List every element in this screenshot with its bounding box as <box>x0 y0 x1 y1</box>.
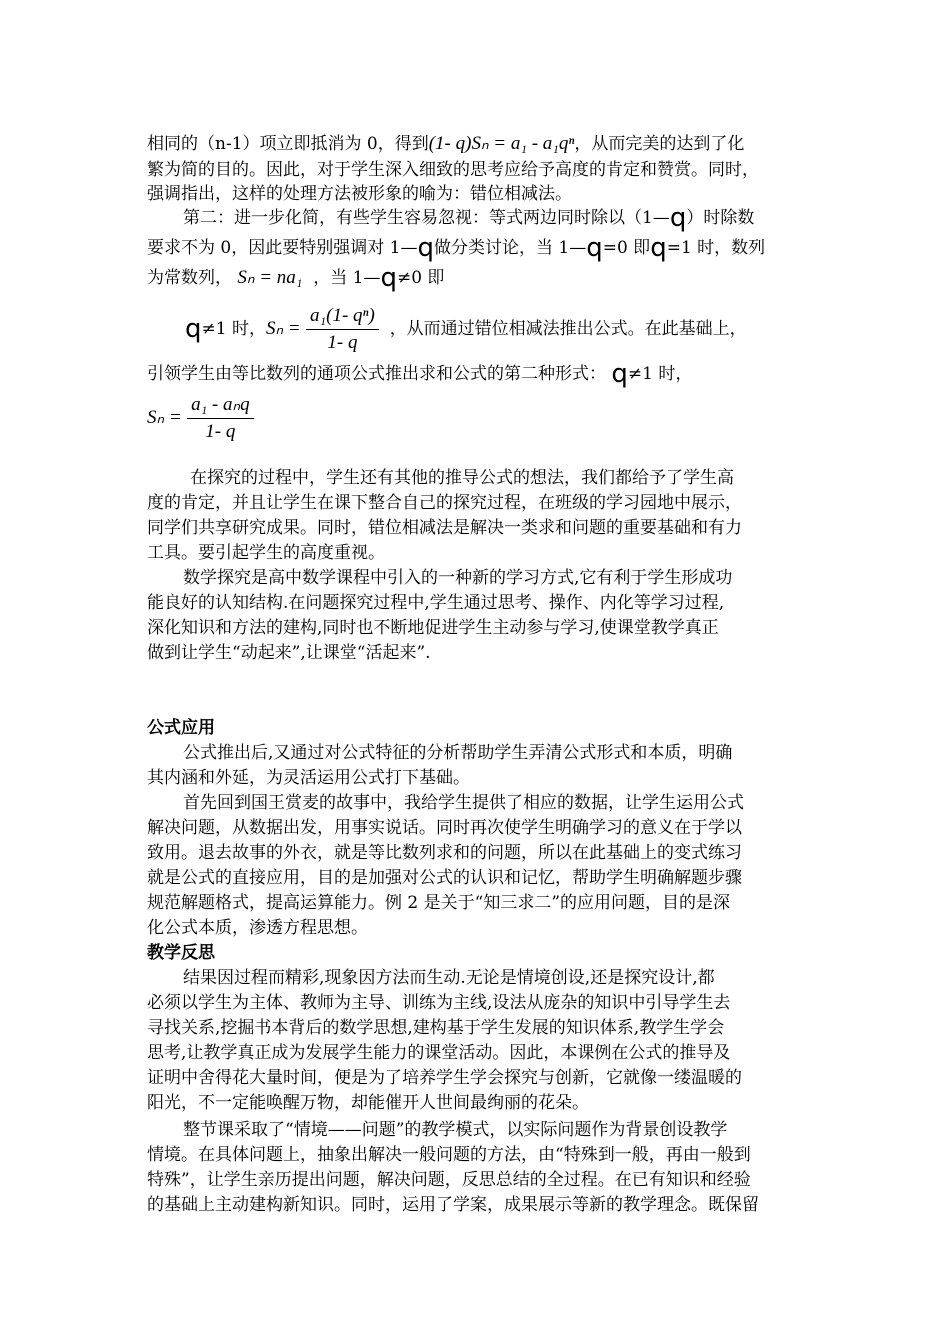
text-line: 化公式本质，渗透方程思想。 <box>147 918 368 938</box>
text-line: 为常数列， Sₙ = na₁ ，当 1—q≠0 即 <box>147 263 445 293</box>
text-line: 强调指出，这样的处理方法被形象的喻为：错位相减法。 <box>147 184 572 204</box>
text-line: 公式推出后,又通过对公式特征的分析帮助学生弄清公式形式和本质，明确 <box>183 743 733 763</box>
fraction-numerator: a₁(1- qⁿ) <box>306 305 379 330</box>
fraction-denominator: 1- q <box>327 332 358 353</box>
text-line: 阳光，不一定能唤醒万物，却能催开人世间最绚丽的花朵。 <box>147 1093 589 1113</box>
text-line: 整节课采取了“情境——问题”的教学模式，以实际问题作为背景创设教学 <box>183 1120 728 1140</box>
text-line: 能良好的认知结构.在问题探究过程中,学生通过思考、操作、内化等学习过程, <box>147 593 725 613</box>
text-line: 思考,让教学真正成为发展学生能力的课堂活动。因此，本课例在公式的推导及 <box>147 1043 731 1063</box>
text-line: 在探究的过程中，学生还有其他的推导公式的想法，我们都给予了学生高 <box>190 468 734 488</box>
q-symbol: q <box>669 203 687 233</box>
text-line: 要求不为 0，因此要特别强调对 1—q做分类讨论，当 1—q=0 即q=1 时，数列 <box>147 233 766 263</box>
q-symbol: q <box>611 359 628 389</box>
text-line: 首先回到国王赏麦的故事中，我给学生提供了相应的数据，让学生运用公式 <box>183 793 744 813</box>
text-line: 寻找关系,挖掘书本背后的数学思想,建构基于学生发展的知识体系,教学生学会 <box>147 1018 725 1038</box>
text-line: 引领学生由等比数列的通项公式推出求和公式的第二种形式： q≠1 时， <box>147 359 693 389</box>
text-line: 致用。退去故事的外衣，就是等比数列求和的问题，所以在此基础上的变式练习 <box>147 843 742 863</box>
sum-formula-fraction-1 <box>306 305 379 354</box>
sn-label: Sₙ = <box>265 318 301 339</box>
fraction-denominator: 1- q <box>205 421 236 442</box>
text-line <box>147 392 807 444</box>
fraction-numerator: a₁ - aₙq <box>187 394 254 419</box>
text-line: 解决问题，从数据出发，用事实说话。同时再次使学生明确学习的意义在于学以 <box>147 818 742 838</box>
text-line: 相同的（n-1）项立即抵消为 0，得到(1- q)Sₙ = a₁ - a₁qⁿ，从而完美的达到了化 <box>147 133 745 154</box>
text-line: q≠1 时，Sₙ = $\frac{\text{a₁(1- qⁿ)}}{1- q}$ ，从而通过错位相减法推出公式。在此基础上， <box>185 305 747 353</box>
text-line: 数学探究是高中数学课程中引入的一种新的学习方式,它有利于学生形成功 <box>183 568 733 588</box>
text-line: 做到让学生“动起来”,让课堂“活起来”. <box>147 643 431 663</box>
q-symbol: q <box>650 233 667 263</box>
sn-label: Sₙ = <box>147 407 182 428</box>
text-line: 规范解题格式，提高运算能力。例 2 是关于“知三求二”的应用问题，目的是深 <box>147 893 731 913</box>
text-line: 工具。要引起学生的高度重视。 <box>147 543 385 563</box>
text-line: 度的肯定，并且让学生在课下整合自己的探究过程，在班级的学习园地中展示， <box>147 493 742 513</box>
section-heading-formula-application: 公式应用 <box>147 718 215 738</box>
q-symbol: q <box>185 314 202 344</box>
text-line: 证明中舍得花大量时间，便是为了培养学生学会探究与创新，它就像一缕温暖的 <box>147 1068 742 1088</box>
text-line: 结果因过程而精彩,现象因方法而生动.无论是情境创设,还是探究设计,都 <box>183 968 715 988</box>
sum-formula-fraction-2 <box>187 394 254 443</box>
formula-constant-sequence: Sₙ = na₁ <box>237 267 303 288</box>
text-line: 特殊”，让学生亲历提出问题，解决问题，反思总结的全过程。在已有知识和经验 <box>147 1170 751 1190</box>
text-line: 深化知识和方法的建构,同时也不断地促进学生主动参与学习,使课堂教学真正 <box>147 618 719 638</box>
q-symbol: q <box>417 233 434 263</box>
text-line: 同学们共享研究成果。同时，错位相减法是解决一类求和问题的重要基础和有力 <box>147 518 742 538</box>
text-line: 就是公式的直接应用，目的是加强对公式的认识和记忆，帮助学生明确解题步骤 <box>147 868 742 888</box>
text-line: 其内涵和外延，为灵活运用公式打下基础。 <box>147 768 470 788</box>
text-line: 必须以学生为主体、教师为主导、训练为主线,设法从庞杂的知识中引导学生去 <box>147 993 731 1013</box>
section-heading-teaching-reflection: 教学反思 <box>147 943 215 963</box>
q-symbol: q <box>586 233 603 263</box>
text-line: 第二：进一步化简，有些学生容易忽视：等式两边同时除以（1—q）时除数 <box>183 203 755 233</box>
formula-shifted-difference: (1- q)Sₙ = a₁ - a₁qⁿ <box>428 133 575 154</box>
text-line: 情境。在具体问题上，抽象出解决一般问题的方法，由“特殊到一般，再由一般到 <box>147 1145 751 1165</box>
text-line: 繁为简的目的。因此，对于学生深入细致的思考应给予高度的肯定和赞赏。同时， <box>147 160 759 180</box>
text-line: 的基础上主动建构新知识。同时，运用了学案，成果展示等新的教学理念。既保留 <box>147 1195 759 1215</box>
q-symbol: q <box>380 263 397 293</box>
